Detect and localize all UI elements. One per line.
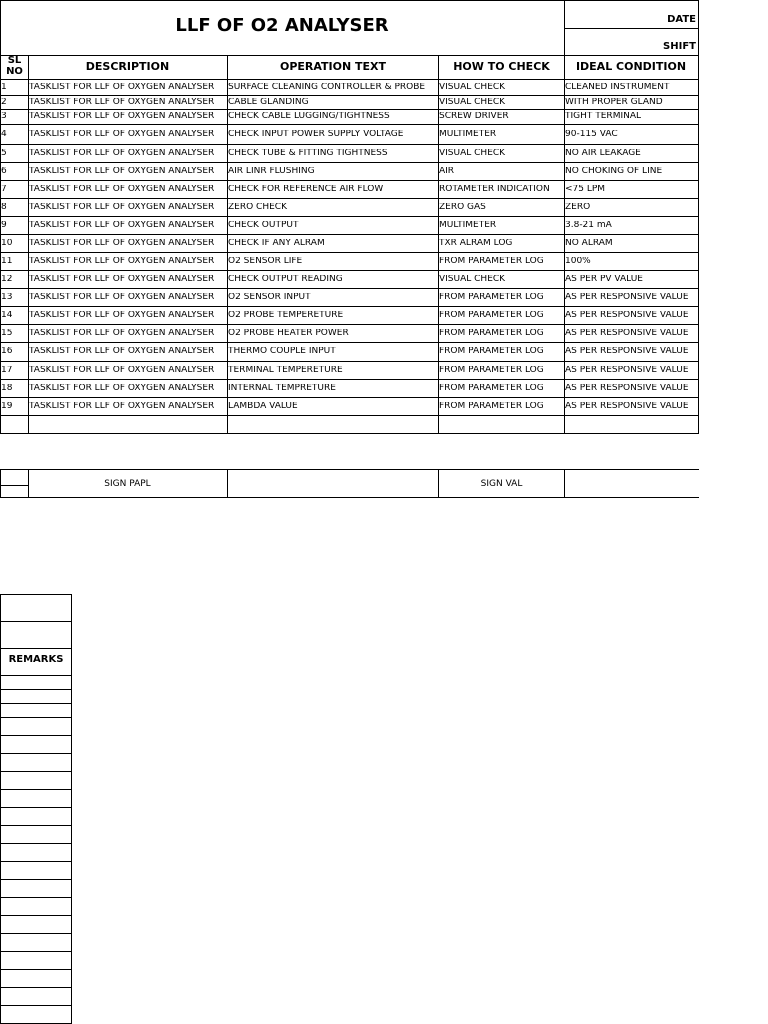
row-operation-text: CHECK FOR REFERENCE AIR FLOW [228,185,384,194]
row-ideal-condition: AS PER RESPONSIVE VALUE [565,366,689,375]
grid-line [0,843,72,844]
row-operation-text: O2 PROBE TEMPERETURE [228,311,344,320]
remarks-label: REMARKS [8,654,64,665]
row-sl-no: 14 [1,311,13,320]
date-label: DATE [667,14,696,25]
row-description: TASKLIST FOR LLF OF OXYGEN ANALYSER [29,329,215,338]
row-sl-no: 9 [1,221,7,230]
row-description: TASKLIST FOR LLF OF OXYGEN ANALYSER [29,130,215,139]
grid-line [0,717,72,718]
row-description: TASKLIST FOR LLF OF OXYGEN ANALYSER [29,311,215,320]
grid-line [438,55,439,80]
row-description: TASKLIST FOR LLF OF OXYGEN ANALYSER [29,221,215,230]
row-how-to-check: MULTIMETER [439,221,497,230]
grid-line [71,594,72,1024]
grid-line [0,753,72,754]
row-sl-no: 10 [1,239,13,248]
row-description: TASKLIST FOR LLF OF OXYGEN ANALYSER [29,384,215,393]
grid-line [0,433,699,434]
table-row [0,397,698,415]
grid-line [0,675,72,676]
row-sl-no: 11 [1,257,13,266]
row-how-to-check: FROM PARAMETER LOG [439,311,544,320]
row-sl-no: 13 [1,293,13,302]
row-operation-text: O2 PROBE HEATER POWER [228,329,349,338]
table-row [0,198,698,216]
row-description: TASKLIST FOR LLF OF OXYGEN ANALYSER [29,83,215,92]
row-operation-text: TERMINAL TEMPERETURE [228,366,343,375]
row-sl-no: 15 [1,329,13,338]
row-how-to-check: FROM PARAMETER LOG [439,366,544,375]
grid-line [0,594,72,595]
row-ideal-condition: 90-115 VAC [565,130,618,139]
row-sl-no: 12 [1,275,13,284]
row-description: TASKLIST FOR LLF OF OXYGEN ANALYSER [29,293,215,302]
row-operation-text: CHECK CABLE LUGGING/TIGHTNESS [228,112,390,121]
row-sl-no: 18 [1,384,13,393]
grid-line [0,703,72,704]
table-row [0,252,698,270]
grid-line [0,951,72,952]
row-operation-text: CHECK TUBE & FITTING TIGHTNESS [228,149,388,158]
row-sl-no: 5 [1,149,7,158]
row-operation-text: THERMO COUPLE INPUT [228,347,336,356]
row-operation-text: AIR LINR FLUSHING [228,167,315,176]
row-ideal-condition: CLEANED INSTRUMENT [565,83,670,92]
row-ideal-condition: <75 LPM [565,185,606,194]
row-how-to-check: SCREW DRIVER [439,112,509,121]
row-ideal-condition: NO CHOKING OF LINE [565,167,663,176]
row-operation-text: INTERNAL TEMPRETURE [228,384,336,393]
row-description: TASKLIST FOR LLF OF OXYGEN ANALYSER [29,185,215,194]
table-row [0,180,698,198]
row-ideal-condition: NO ALRAM [565,239,613,248]
row-how-to-check: ROTAMETER INDICATION [439,185,550,194]
row-how-to-check: MULTIMETER [439,130,497,139]
grid-line [0,789,72,790]
row-operation-text: CHECK OUTPUT READING [228,275,343,284]
row-ideal-condition: AS PER RESPONSIVE VALUE [565,402,689,411]
grid-line [0,689,72,690]
table-row [0,306,698,324]
row-how-to-check: VISUAL CHECK [439,98,506,107]
row-ideal-condition: WITH PROPER GLAND [565,98,663,107]
row-ideal-condition: TIGHT TERMINAL [565,112,642,121]
row-sl-no: 17 [1,366,13,375]
row-ideal-condition: 3.8-21 mA [565,221,612,230]
page-title: LLF OF O2 ANALYSER [175,15,389,36]
column-header-how-to-check: HOW TO CHECK [453,60,550,73]
row-operation-text: LAMBDA VALUE [228,402,298,411]
table-row [0,361,698,379]
grid-line [0,861,72,862]
row-description: TASKLIST FOR LLF OF OXYGEN ANALYSER [29,275,215,284]
row-how-to-check: FROM PARAMETER LOG [439,402,544,411]
row-operation-text: CHECK OUTPUT [228,221,299,230]
column-header-description: DESCRIPTION [85,60,170,73]
shift-label: SHIFT [663,41,696,52]
row-description: TASKLIST FOR LLF OF OXYGEN ANALYSER [29,239,215,248]
grid-line [0,621,72,622]
table-row [0,379,698,397]
row-description: TASKLIST FOR LLF OF OXYGEN ANALYSER [29,112,215,121]
row-description: TASKLIST FOR LLF OF OXYGEN ANALYSER [29,98,215,107]
row-ideal-condition: AS PER PV VALUE [565,275,643,284]
row-ideal-condition: 100% [565,257,591,266]
table-row [0,124,698,144]
row-how-to-check: TXR ALRAM LOG [439,239,513,248]
grid-line [0,771,72,772]
table-row [0,234,698,252]
grid-line [0,648,72,649]
grid-line [0,497,699,498]
row-how-to-check: FROM PARAMETER LOG [439,347,544,356]
grid-line [698,0,699,434]
grid-line [564,28,699,29]
table-row [0,162,698,180]
grid-line [0,485,29,486]
row-sl-no: 19 [1,402,13,411]
row-how-to-check: AIR [439,167,455,176]
table-row [0,324,698,342]
row-how-to-check: FROM PARAMETER LOG [439,384,544,393]
grid-line [227,469,228,498]
sign-val-label: SIGN VAL [480,479,523,489]
grid-line [0,987,72,988]
row-sl-no: 3 [1,112,7,121]
grid-line [0,807,72,808]
row-sl-no: 2 [1,98,7,107]
row-ideal-condition: ZERO [565,203,591,212]
row-sl-no: 8 [1,203,7,212]
grid-line [0,469,1,498]
column-header-sl-no: SL NO [6,55,23,77]
row-sl-no: 7 [1,185,7,194]
row-ideal-condition: NO AIR LEAKAGE [565,149,641,158]
table-row [0,144,698,162]
row-operation-text: CHECK IF ANY ALRAM [228,239,325,248]
grid-line [0,933,72,934]
table-row [0,342,698,361]
grid-line [0,469,699,470]
grid-line [0,897,72,898]
row-ideal-condition: AS PER RESPONSIVE VALUE [565,347,689,356]
row-description: TASKLIST FOR LLF OF OXYGEN ANALYSER [29,347,215,356]
grid-line [0,915,72,916]
table-row [0,270,698,288]
row-description: TASKLIST FOR LLF OF OXYGEN ANALYSER [29,257,215,266]
grid-line [564,469,565,498]
row-sl-no: 6 [1,167,7,176]
row-description: TASKLIST FOR LLF OF OXYGEN ANALYSER [29,402,215,411]
row-sl-no: 4 [1,130,7,139]
column-header-operation-text: OPERATION TEXT [279,60,387,73]
row-operation-text: O2 SENSOR LIFE [228,257,303,266]
row-operation-text: SURFACE CLEANING CONTROLLER & PROBE [228,83,426,92]
row-how-to-check: VISUAL CHECK [439,149,506,158]
row-operation-text: O2 SENSOR INPUT [228,293,311,302]
row-description: TASKLIST FOR LLF OF OXYGEN ANALYSER [29,149,215,158]
row-sl-no: 16 [1,347,13,356]
row-how-to-check: FROM PARAMETER LOG [439,329,544,338]
grid-line [0,969,72,970]
grid-line [438,469,439,498]
grid-line [0,415,699,416]
row-sl-no: 1 [1,83,7,92]
row-operation-text: ZERO CHECK [228,203,287,212]
row-description: TASKLIST FOR LLF OF OXYGEN ANALYSER [29,167,215,176]
row-description: TASKLIST FOR LLF OF OXYGEN ANALYSER [29,203,215,212]
row-description: TASKLIST FOR LLF OF OXYGEN ANALYSER [29,366,215,375]
row-how-to-check: VISUAL CHECK [439,83,506,92]
table-row [0,109,698,124]
row-ideal-condition: AS PER RESPONSIVE VALUE [565,293,689,302]
row-ideal-condition: AS PER RESPONSIVE VALUE [565,384,689,393]
grid-line [0,0,699,1]
table-row [0,79,698,95]
grid-line [0,825,72,826]
row-how-to-check: VISUAL CHECK [439,275,506,284]
grid-line [0,735,72,736]
sign-papl-label: SIGN PAPL [104,479,151,489]
table-row [0,288,698,306]
grid-line [0,1005,72,1006]
row-ideal-condition: AS PER RESPONSIVE VALUE [565,311,689,320]
row-operation-text: CABLE GLANDING [228,98,309,107]
table-row [0,95,698,109]
row-operation-text: CHECK INPUT POWER SUPPLY VOLTAGE [228,130,404,139]
grid-line [0,879,72,880]
row-how-to-check: FROM PARAMETER LOG [439,293,544,302]
table-row [0,216,698,234]
row-how-to-check: ZERO GAS [439,203,486,212]
column-header-ideal-condition: IDEAL CONDITION [575,60,687,73]
row-how-to-check: FROM PARAMETER LOG [439,257,544,266]
row-ideal-condition: AS PER RESPONSIVE VALUE [565,329,689,338]
grid-line [0,55,699,56]
